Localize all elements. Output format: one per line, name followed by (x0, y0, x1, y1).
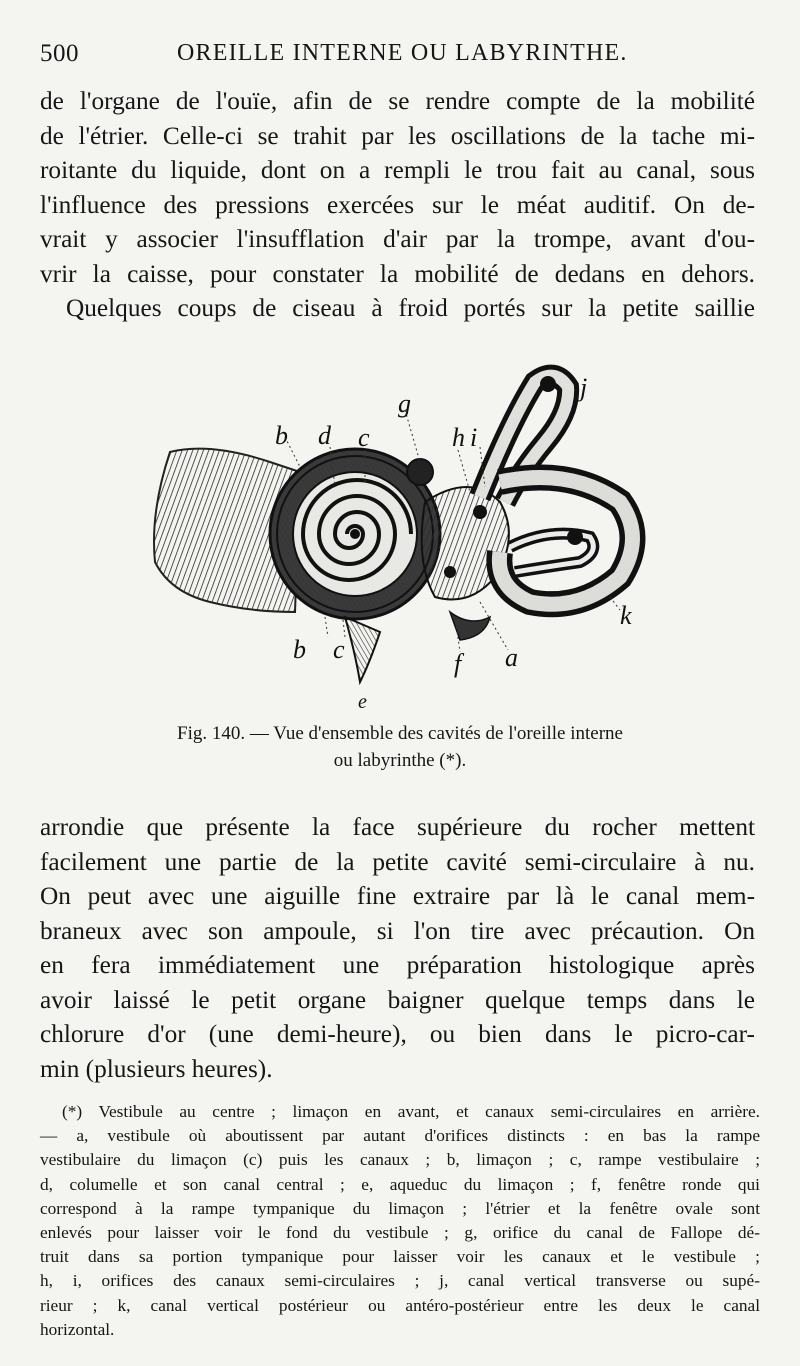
text-line: roitante du liquide, dont on a rempli le trou fait au canal, sous (40, 156, 755, 184)
footnote-line: — a, vestibule où aboutissent par autant d'orifices distincts : en bas la rampe (40, 1126, 760, 1146)
figure-label-d: d (318, 421, 331, 450)
text-line: l'influence des pressions exercées sur le méat auditif. On de- (40, 190, 755, 219)
figure-label-h: h (452, 423, 465, 452)
footnote-line: h, i, orifices des canaux semi-circulaires ; j, canal vertical transverse ou supé- (40, 1271, 760, 1291)
paragraph-bottom (40, 810, 755, 1086)
caption-line: ou labyrinthe (*). (333, 750, 467, 771)
figure-caption (80, 720, 720, 774)
text-line: arrondie que présente la face supérieure du rocher mettent (40, 813, 755, 841)
text-line: avoir laissé le petit organe baigner quelque temps dans le (40, 985, 755, 1014)
footnote-line: truit dans sa portion tympanique pour laisser voir les canaux et le vestibule ; (40, 1247, 760, 1267)
figure-label-g: g (398, 389, 411, 418)
running-head: OREILLE INTERNE OU LABYRINTHE. (177, 40, 628, 66)
text-line: vrir la caisse, pour constater la mobilité de dedans en dehors. (40, 259, 755, 288)
text-line: en fera immédiatement une préparation histologique après (40, 951, 755, 979)
labyrinth-figure (150, 362, 660, 712)
text-line: vrait y associer l'insufflation d'air par la trompe, avant d'ou- (40, 225, 755, 253)
figure-label-a: a (505, 643, 518, 672)
footnote-line: enlevés pour laisser voir le fond du vestibule ; g, orifice du canal de Fallope dé- (40, 1222, 760, 1242)
figure-label-f: f (454, 649, 462, 678)
paragraph-top (40, 84, 755, 326)
footnote-line: (*) Vestibule au centre ; limaçon en avant, et canaux semi-circulaires en arrière. (62, 1102, 760, 1121)
text-line: braneux avec son ampoule, si l'on tire avec précaution. On (40, 916, 755, 945)
figure-label-b-lower: b (293, 635, 306, 664)
text-line: min (plusieurs heures). (40, 1054, 273, 1083)
text-line: chlorure d'or (une demi-heure), ou bien dans le picro-car- (40, 1020, 755, 1048)
footnote-line: vestibulaire du limaçon (c) puis les canaux ; b, limaçon ; c, rampe vestibulaire ; (40, 1150, 760, 1170)
text-line: de l'étrier. Celle-ci se trahit par les oscillations de la tache mi- (40, 121, 755, 150)
figure-label-e: e (358, 691, 367, 712)
figure-label-b: b (275, 421, 288, 450)
footnote-line: horizontal. (40, 1319, 115, 1339)
text-line: facilement une partie de la petite cavité semi-circulaire à nu. (40, 847, 755, 876)
page-number: 500 (40, 40, 79, 67)
text-line: Quelques coups de ciseau à froid portés sur la petite saillie (66, 294, 755, 322)
page-header (40, 40, 752, 72)
caption-line: Fig. 140. — Vue d'ensemble des cavités de l'oreille interne (177, 723, 623, 744)
text-line: de l'organe de l'ouïe, afin de se rendre compte de la mobilité (40, 87, 755, 115)
labyrinth-illustration (150, 362, 660, 712)
footnote-line: correspond à la rampe tympanique du limaçon ; l'étrier et la fenêtre ovale sont (40, 1198, 760, 1218)
figure-label-c-lower: c (333, 635, 345, 664)
footnote (40, 1100, 760, 1342)
figure-label-c: c (358, 423, 370, 452)
figure-label-j: j (580, 373, 588, 402)
footnote-line: d, columelle et son canal central ; e, aqueduc du limaçon ; f, fenêtre ronde qui (40, 1174, 760, 1194)
text-line: On peut avec une aiguille fine extraire par là le canal mem- (40, 882, 755, 910)
footnote-line: rieur ; k, canal vertical postérieur ou antéro-postérieur entre les deux le canal (40, 1295, 760, 1315)
figure-label-k: k (620, 601, 632, 630)
figure-label-i: i (470, 423, 478, 452)
